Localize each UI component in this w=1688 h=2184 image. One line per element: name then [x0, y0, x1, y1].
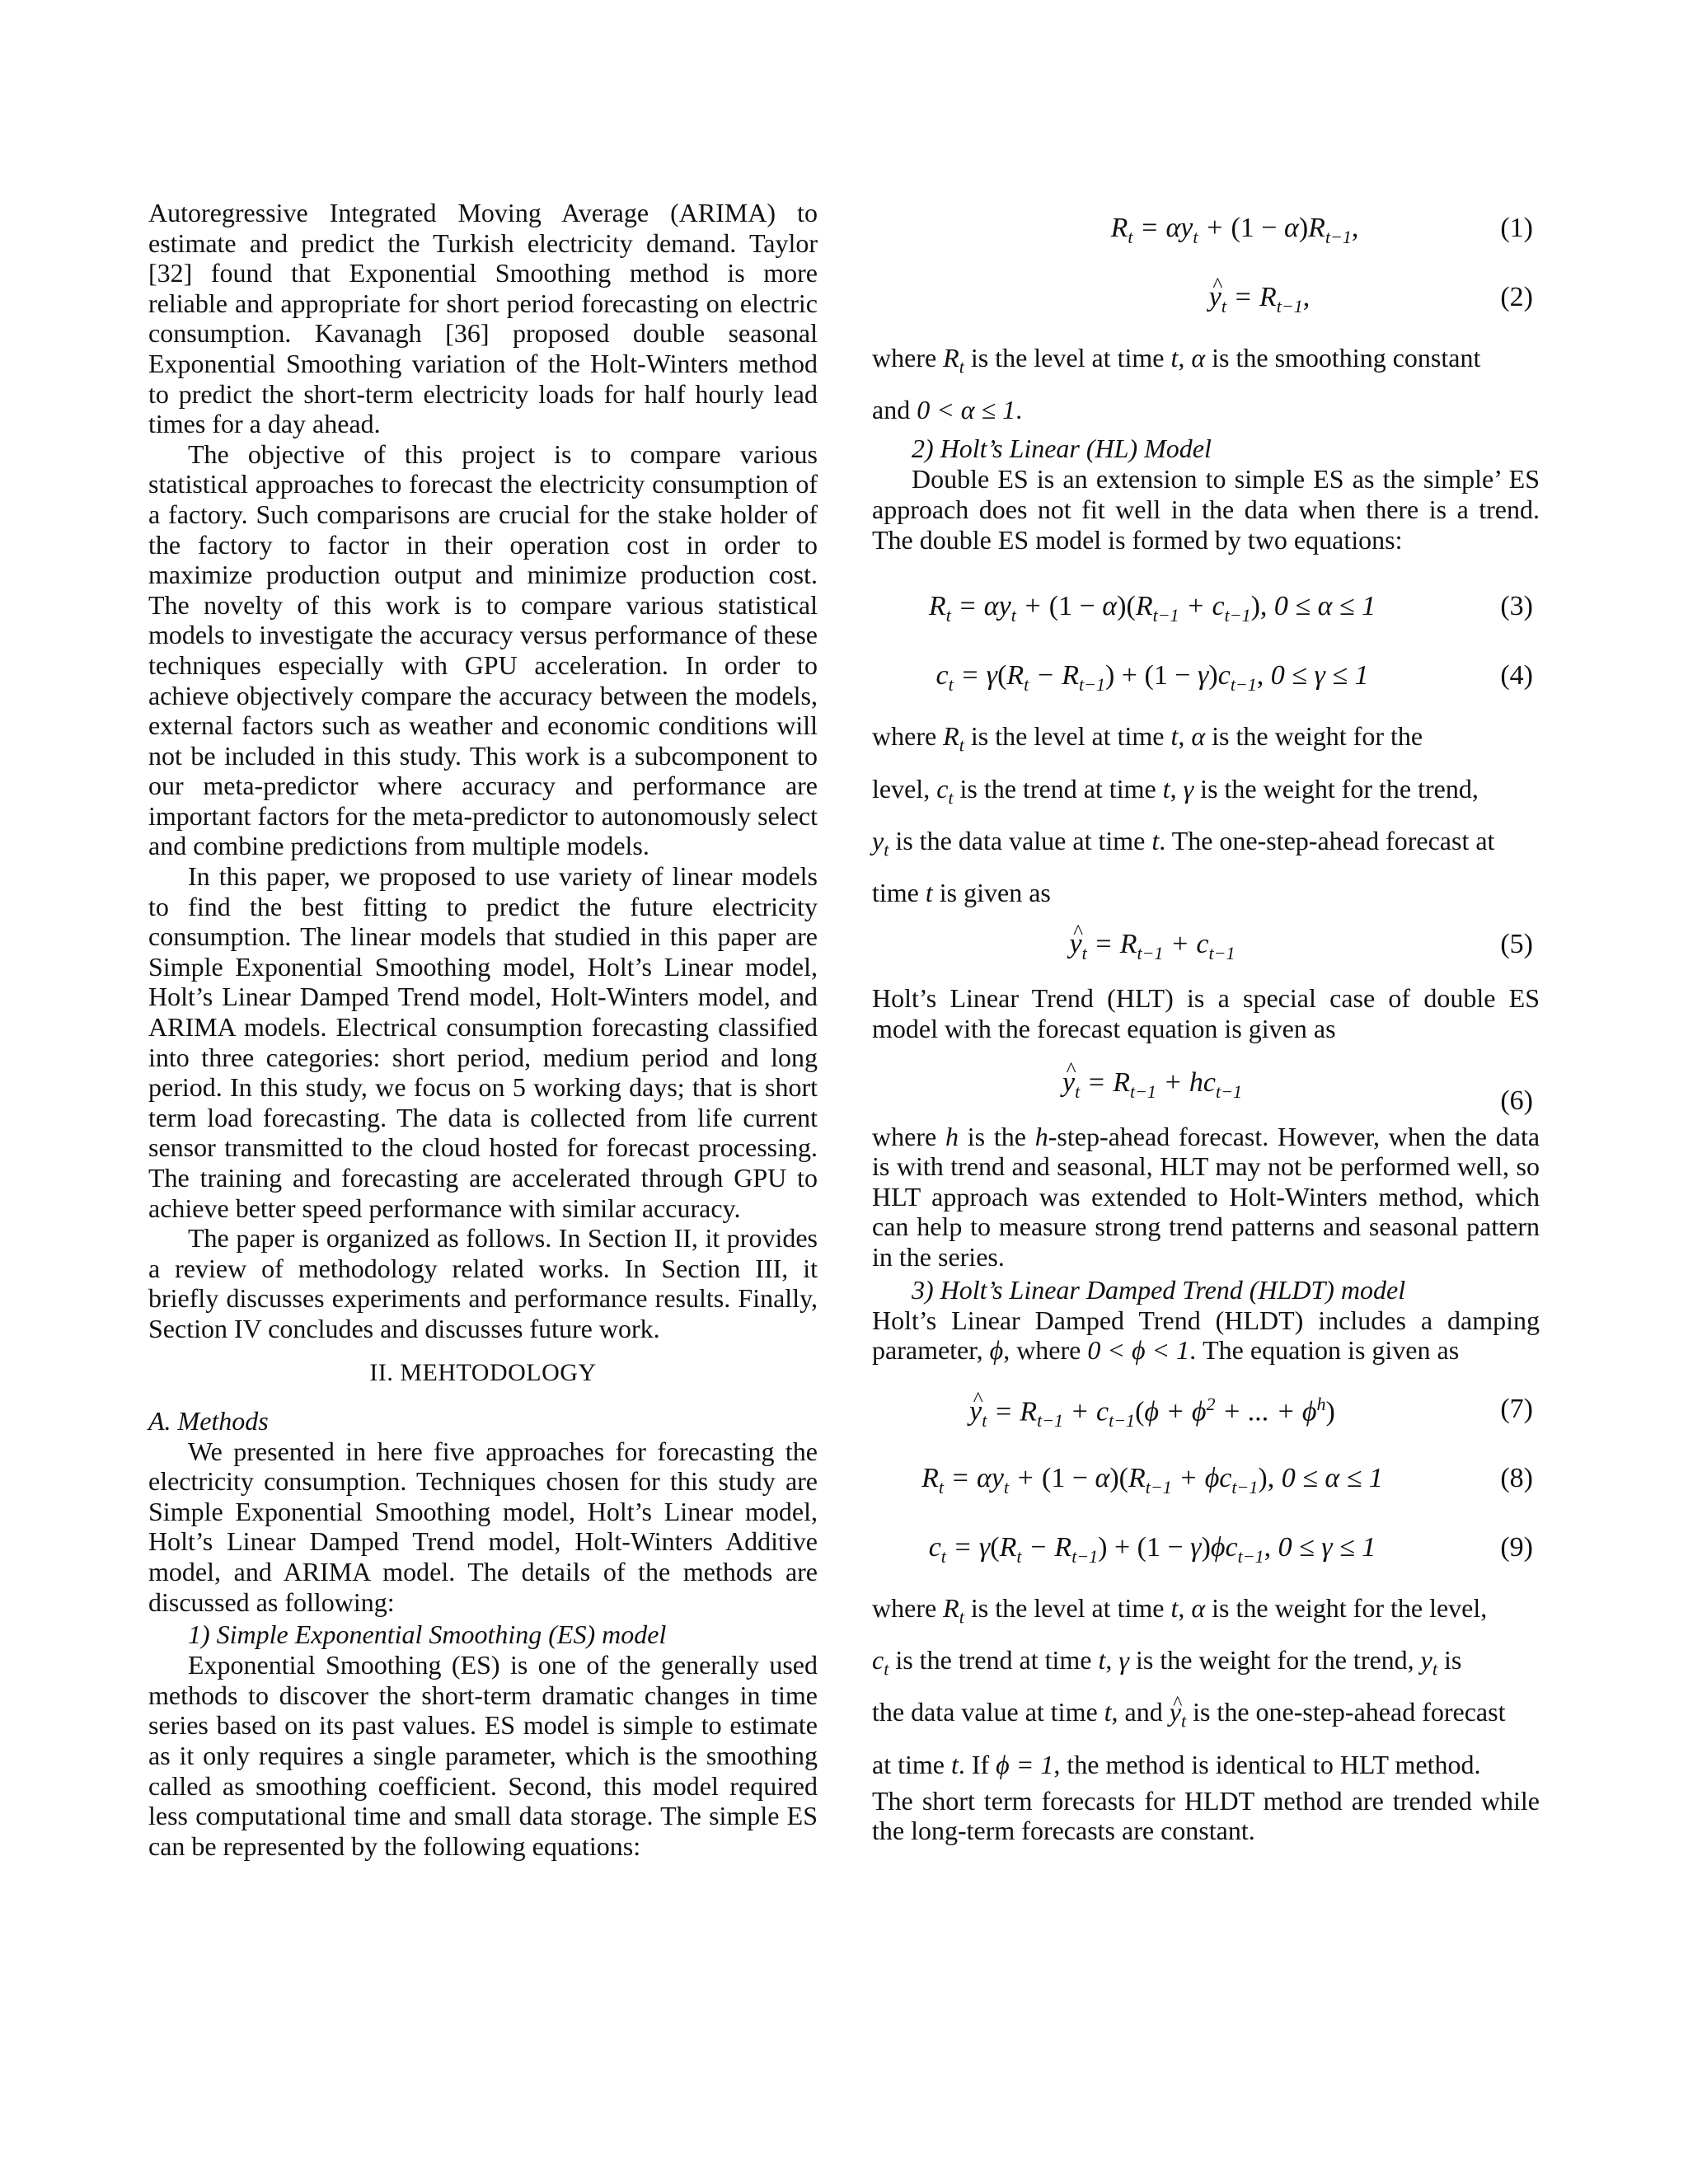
subsubsection-heading-es: 1) Simple Exponential Smoothing (ES) model: [188, 1619, 667, 1650]
section-heading: II. MEHTODOLOGY: [369, 1358, 597, 1386]
equation-3-number: (3): [1500, 591, 1533, 622]
equation-1-number: (1): [1500, 213, 1533, 243]
equation-8-number: (8): [1500, 1462, 1533, 1493]
equation-4: $c_t = \gamma(R_t - R_{t-1}) + (1 - \gamma)c_{t-1}$, 0 ≤ γ ≤ 1 (4): [935, 660, 1533, 695]
equation-3: $R_t = \alpha y_t + (1 - \alpha)(R_{t-1} + c_{t-1})$, 0 ≤ α ≤ 1 (3): [928, 591, 1533, 626]
equation-5-number: (5): [1500, 929, 1533, 960]
equation-6-number: (6): [1500, 1085, 1533, 1116]
h-step-paragraph: where h is the h-step-ahead forecast. However, when the data is with trend and seasonal, HLT may not be performed well, so HLT approach was extended to Holt-Winters method, which can help to measure strong trend patterns and seasonal pattern in the series.: [872, 1121, 1540, 1272]
equation-5: y $\^{}_t = R_{t-1} + c_{t-1}$ (5): [872, 914, 1540, 983]
hldt-closing-paragraph: The short term forecasts for HLDT method are trended while the long-term forecasts are constant.: [872, 1785, 1540, 1846]
hl-paragraph: Double ES is an extension to simple ES as the simple’ ES approach does not fit well in the data when there is a trend. The double ES model is formed by two equations:: [872, 464, 1540, 555]
subsubsection-heading-hl: 2) Holt’s Linear (HL) Model: [912, 434, 1212, 464]
es-paragraph: Exponential Smoothing (ES) is one of the generally used methods to discover the short-term dramatic changes in time series based on its past values. ES model is simple to estimate as it only requires a single parameter, which is the smoothing called as smoothing coefficient. Second, this model required less computational time and small data storage. The simple ES can be represented by the following equations:: [148, 1650, 818, 1861]
equation-2-number: (2): [1500, 282, 1533, 312]
equation-8: $R_t = \alpha y_t + (1 - \alpha)(R_{t-1} + \phi c_{t-1})$, 0 ≤ α ≤ 1 (8): [921, 1462, 1533, 1497]
subsection-heading-methods: A. Methods: [148, 1405, 269, 1436]
methods-paragraph: We presented in here five approaches for forecasting the electricity consumption. Techniques chosen for this study are Simple Exponential Smoothing model, Holt’s Linear model, Holt’s Linear Damped Trend model, Holt-Winters Additive model, and ARIMA model. The details of the methods are discussed as following:: [148, 1436, 818, 1617]
where-paragraph-2: where $R_t$ is the level at time t, α is the weight for the level, $c_t$ is the trend at time t, γ is the weight for the trend, $y_t$ is the data value at time t. The one-step-ahead forecast at time t is given as: [872, 721, 1495, 908]
intro-paragraph-3: In this paper, we proposed to use variety of linear models to find the best fitting to predict the future electricity consumption. The linear models that studied in this paper are Simple Exponential Smoothing model, Holt’s Linear model, Holt’s Linear Damped Trend model, Holt-Winters model, and ARIMA models. Electrical consumption forecasting classified into three categories: short period, medium period and long period. In this study, we focus on 5 working days; that is short term load forecasting. The data is collected from life current sensor transmitted to the cloud hosted for forecast processing. The training and forecasting are accelerated through GPU to achieve better speed performance with similar accuracy.: [148, 861, 818, 1223]
intro-paragraph-4: The paper is organized as follows. In Section II, it provides a review of methodology related works. In Section III, it briefly discusses experiments and performance results. Finally, Section IV concludes and discusses future work.: [148, 1223, 818, 1343]
equation-9: $c_t = \gamma(R_t - R_{t-1}) + (1 - \gamma)\phi c_{t-1}$, 0 ≤ γ ≤ 1 (9): [928, 1531, 1533, 1567]
equation-7: y $\^{}_t = R_{t-1} + c_{t-1}(\phi + \phi^2$ + ... + $\phi^h$) (7): [872, 1379, 1540, 1448]
right-column: [872, 198, 1540, 1846]
subsubsection-heading-hldt: 3) Holt’s Linear Damped Trend (HLDT) model: [912, 1274, 1406, 1305]
intro-paragraph-2: The objective of this project is to compare various statistical approaches to forecast the electricity consumption of a factory. Such comparisons are crucial for the stake holder of the factory to factor in their operation cost in order to maximize production output and minimize production cost. The novelty of this work is to compare various statistical models to investigate the accuracy versus performance of these techniques especially with GPU acceleration. In order to achieve objectively compare the accuracy between the models, external factors such as weather and economic conditions will not be included in this study. This work is a subcomponent to our meta-predictor where accuracy and performance are important factors for the meta-predictor to autonomously select and combine predictions from multiple models.: [148, 438, 818, 861]
equation-6: y $\^{}_t = R_{t-1} + hc_{t-1}$ (6): [872, 1052, 1540, 1122]
equation-1: $R_t = \alpha y_t + (1 - \alpha)R_{t-1}$, (1): [1110, 213, 1533, 247]
intro-paragraph-1: Autoregressive Integrated Moving Average (ARIMA) to estimate and predict the Turkish electricity demand. Taylor [32] found that Exponential Smoothing method is more reliable and appropriate for short period forecasting on electric consumption. Kavanagh [36] proposed double seasonal Exponential Smoothing variation of the Holt-Winters method to predict the short-term electricity loads for half hourly lead times for a day ahead.: [148, 198, 818, 439]
where-paragraph-1: where $R_t$ is the level at time t, α is the smoothing constant and 0 < α ≤ 1.: [872, 343, 1481, 425]
equation-4-number: (4): [1500, 660, 1533, 691]
equation-7-number: (7): [1500, 1393, 1533, 1424]
hlt-paragraph: Holt’s Linear Trend (HLT) is a special case of double ES model with the forecast equation is given as: [872, 983, 1540, 1043]
equation-2: y $\^{}_t = R_{t-1}$, (2): [872, 267, 1540, 336]
equation-9-number: (9): [1500, 1531, 1533, 1563]
where-paragraph-3: where $R_t$ is the level at time t, α is the weight for the level, $c_t$ is the trend at time t, γ is the weight for the trend, $y_t$ is the data value at time t, and y $\^{}_t$ is the one-step-ahead forecast at time t. If ϕ = 1, the method is identical to HLT method.: [872, 1586, 1540, 1786]
hldt-paragraph: Holt’s Linear Damped Trend (HLDT) includes a damping parameter, ϕ, where 0 < ϕ < 1. The equation is given as: [872, 1305, 1540, 1366]
left-column: [148, 198, 818, 1861]
